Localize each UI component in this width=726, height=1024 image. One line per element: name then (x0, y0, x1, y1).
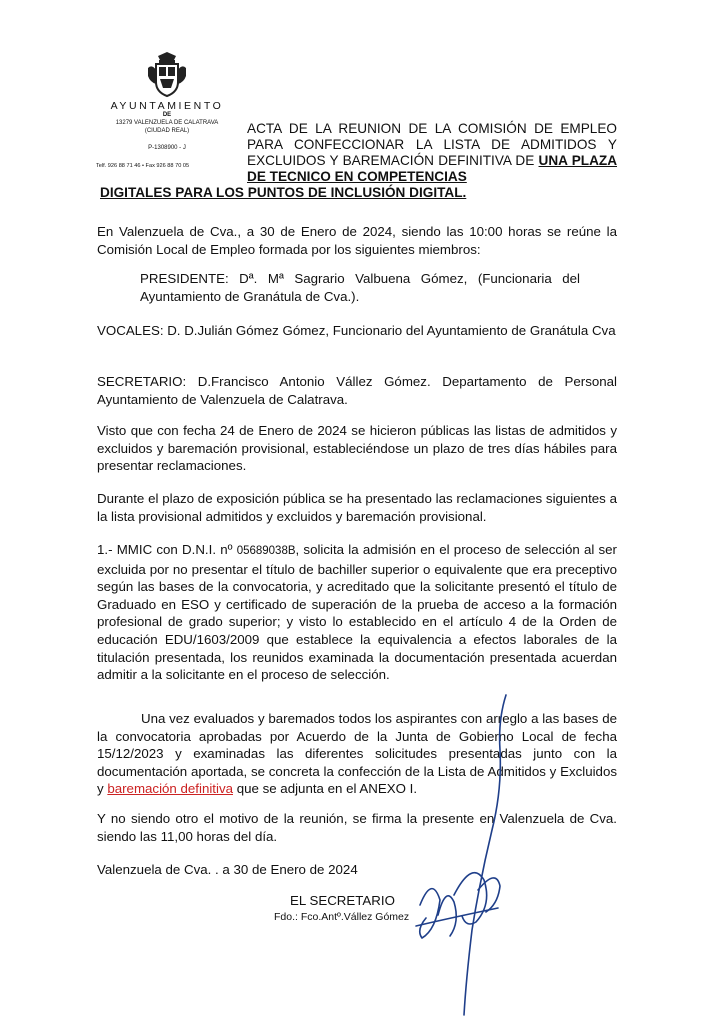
secretario-paragraph: SECRETARIO: D.Francisco Antonio Vállez Gómez. Departamento de Personal Ayuntamiento de Valenzuela de Calatrava. (97, 374, 617, 407)
letterhead-ayuntamiento: AYUNTAMIENTO (110, 100, 224, 112)
letterhead-cif: P-1308900 - J (148, 145, 186, 151)
letterhead (92, 50, 242, 169)
title-plain: ACTA DE LA REUNION DE LA COMISIÓN DE EMPLEO PARA CONFECCIONAR LA LISTA DE ADMITIDOS Y EXCLUIDOS Y BAREMACIÓN DEFINITIVA DE (247, 121, 617, 168)
firma-cargo: EL SECRETARIO (290, 893, 395, 908)
letterhead-phone: Telf. 926 88 71 46 • Fax 926 88 70 05 (96, 163, 190, 169)
visto-paragraph: Visto que con fecha 24 de Enero de 2024 se hicieron públicas las listas de admitidos y excluidos y baremación provisional, estableciéndose un plazo de tres días hábiles para presentar reclamaciones. (97, 423, 617, 474)
fecha-line: Valenzuela de Cva. . a 30 de Enero de 2024 (97, 862, 358, 877)
document-title (247, 121, 617, 185)
presidente-text: PRESIDENTE: Dª. Mª Sagrario Valbuena Gómez, (Funcionaria del Ayuntamiento de Granátula de Cva.). (140, 271, 580, 304)
letterhead-de: DE (162, 112, 172, 118)
durante-paragraph: Durante el plazo de exposición pública se ha presentado las reclamaciones siguientes a la lista provisional admitidos y excluidos y baremación provisional. (97, 491, 617, 524)
coat-of-arms-icon (144, 50, 190, 98)
punto1-paragraph (97, 541, 617, 684)
letterhead-address: 13279 VALENZUELA DE CALATRAVA (115, 120, 219, 126)
dni-value: 05689038B (236, 545, 296, 557)
baremacion-link[interactable]: baremación definitiva (107, 781, 233, 797)
evaluados-paragraph (97, 710, 617, 798)
punto1-rest: , solicita la admisión en el proceso de selección al ser excluida por no presentar el título de bachiller superior o equivalente que era preceptivo según las bases de la convocatoria, y acreditado que la solicitante presentó el título de Graduado en ESO y certificado de superación de la prueba de acceso a la formación profesional de grado superior; y visto lo establecido en el artículo 4 de la Orden de educación EDU/1603/2009 que establece la equivalencia a efectos laborales de la titulación presentada, los reunidos examinada la documentación presentada acuerdan admitir a la solicitante en el proceso de selección. (97, 542, 617, 683)
cierre-paragraph: Y no siendo otro el motivo de la reunión, se firma la presente en Valenzuela de Cva. siendo las 11,00 horas del día. (97, 811, 617, 844)
evaluados-start: Una vez evaluados y baremados todos los aspirantes con arreglo a las bases de la convocatoria aprobadas por Acuerdo de la Junta de Gobierno Local de fecha 15/12/2023 y examinadas las diferentes solicitudes presentadas junto con la documentación aportada, se concreta la confección de la Lista de Admitidos y Excluidos y (97, 711, 617, 797)
evaluados-end: que se adjunta en el ANEXO I. (233, 781, 418, 797)
title-underlined-a: UNA PLAZA DE TECNICO EN COMPETENCIAS (247, 153, 618, 184)
presidente-paragraph (140, 270, 580, 305)
title-underlined-b: DIGITALES PARA LOS PUNTOS DE INCLUSIÓN DIGITAL. (100, 185, 467, 200)
letterhead-province: (CIUDAD REAL) (144, 128, 190, 134)
punto1-start: 1.- MMIC con D.N.I. nº (97, 542, 237, 557)
vocales-paragraph: VOCALES: D. D.Julián Gómez Gómez, Funcionario del Ayuntamiento de Granátula Cva (97, 323, 616, 338)
intro-paragraph: En Valenzuela de Cva., a 30 de Enero de 2024, siendo las 10:00 horas se reúne la Comisión Local de Empleo formada por los siguientes miembros: (97, 224, 617, 257)
firma-nombre: Fdo.: Fco.Antº.Vállez Gómez (274, 911, 410, 923)
handwritten-signature (380, 690, 520, 1020)
